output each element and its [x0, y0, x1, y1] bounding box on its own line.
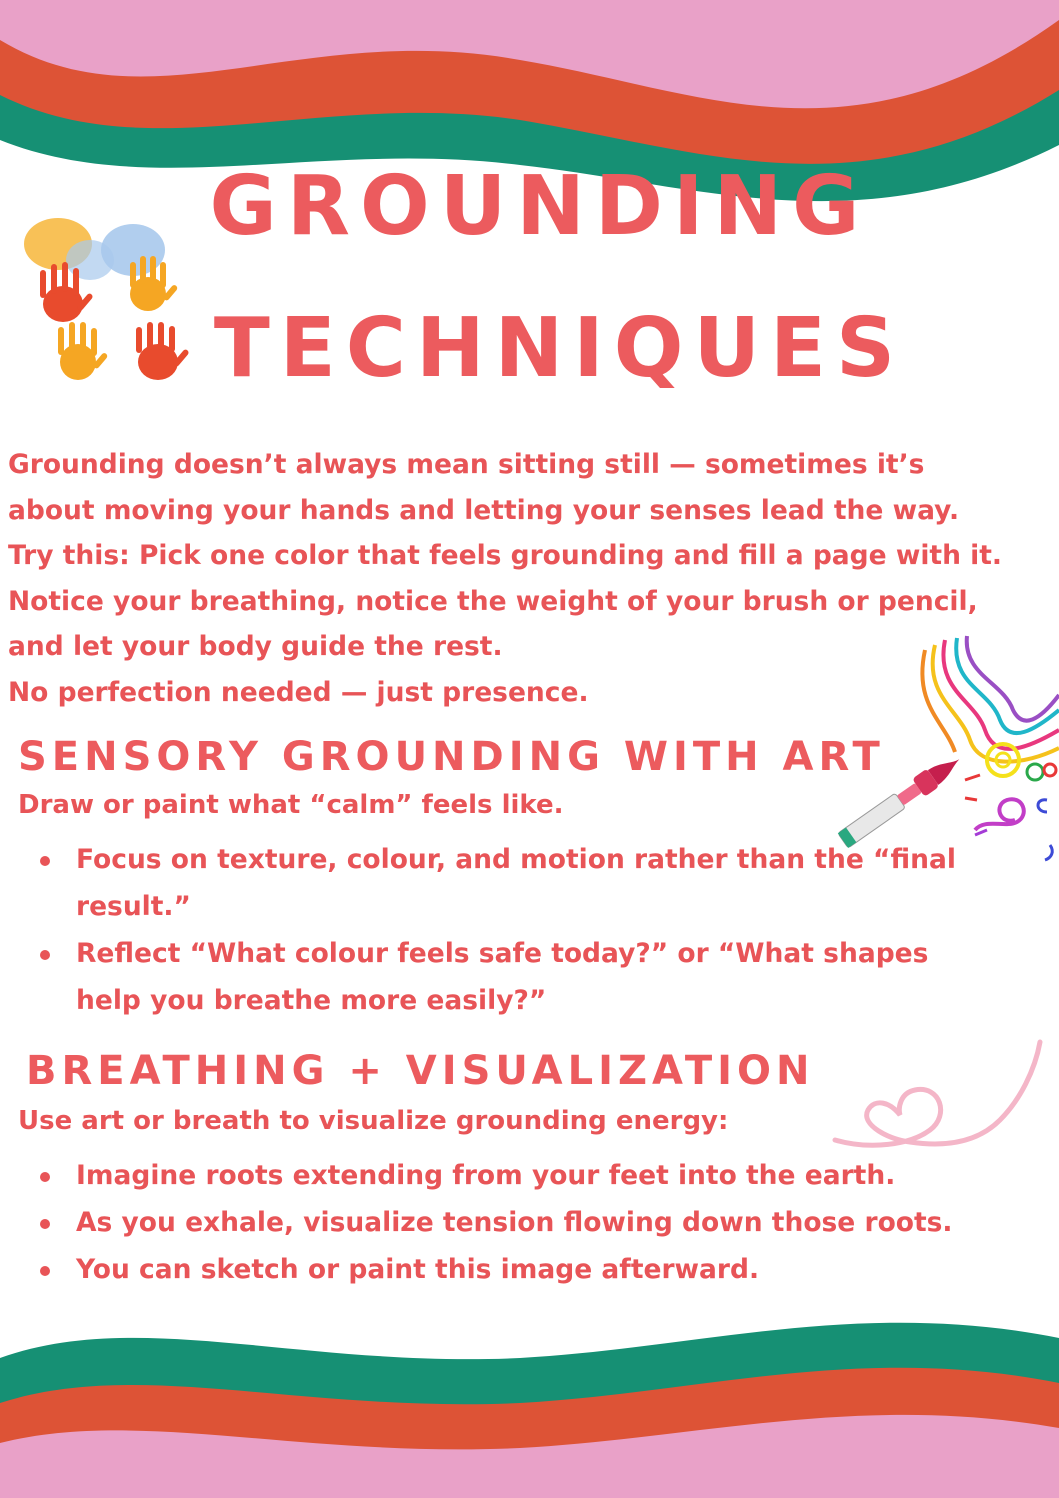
bottom-wave-decoration [0, 1298, 1059, 1498]
section-lead-sensory: Draw or paint what “calm” feels like. [18, 790, 564, 820]
intro-line: No perfection needed — just presence. [8, 676, 589, 708]
section-heading-sensory: SENSORY GROUNDING WITH ART [18, 734, 885, 780]
list-item: Focus on texture, colour, and motion rather than the “final result.” [18, 836, 978, 930]
intro-line: Try this: Pick one color that feels grounding and fill a page with it. [8, 540, 1002, 571]
sensory-bullet-list [18, 836, 978, 1024]
breathing-bullet-list [18, 1152, 1048, 1293]
page-title-line-2: TECHNIQUES [213, 301, 906, 396]
section-lead-breathing: Use art or breath to visualize grounding energy: [18, 1106, 729, 1136]
list-item: As you exhale, visualize tension flowing down those roots. [18, 1199, 1048, 1246]
page-title-line-1: GROUNDING [209, 159, 870, 254]
intro-line: about moving your hands and letting your senses lead the way. [8, 494, 960, 526]
list-item: Reflect “What colour feels safe today?” or “What shapes help you breathe more easily?” [18, 930, 978, 1024]
list-item: You can sketch or paint this image afterward. [18, 1246, 1048, 1293]
intro-line: and let your body guide the rest. [8, 631, 503, 662]
intro-line: Notice your breathing, notice the weight of your brush or pencil, [8, 585, 978, 617]
list-item: Imagine roots extending from your feet into the earth. [18, 1152, 1048, 1199]
intro-line: Grounding doesn’t always mean sitting still — sometimes it’s [8, 449, 925, 480]
section-heading-breathing: BREATHING + VISUALIZATION [26, 1048, 815, 1094]
heart-doodle-icon [830, 1030, 1059, 1160]
